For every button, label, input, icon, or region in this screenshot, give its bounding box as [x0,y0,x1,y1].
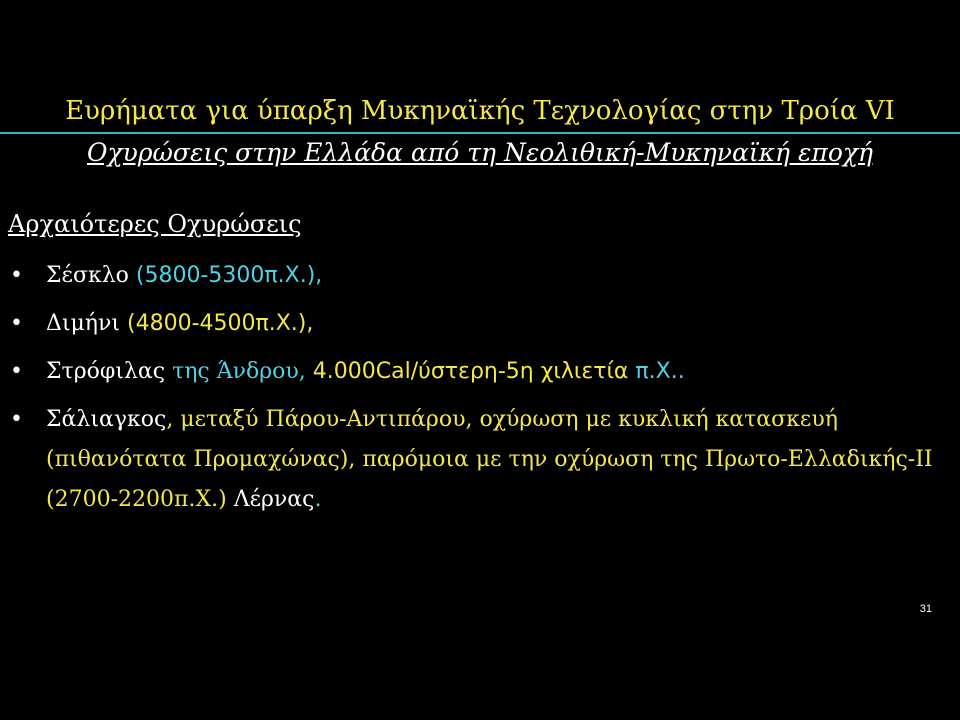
site-description: , μεταξύ Πάρου-Αντιπάρου, οχύρωση με κυκλική κατασκευή (πιθανότατα Προμαχώνας), παρόμοια με την οχύρωση της Πρωτο-Ελλαδικής-ΙΙ (2700-2200π.Χ.) [46,407,933,512]
bullet-item-sesklo [8,256,948,296]
site-name: Σάλιαγκος [46,407,167,432]
site-date-suffix: π.Χ.. [635,359,685,384]
page-number: 31 [919,603,932,615]
bullet-list [8,256,948,528]
site-date: 4.000Cal/ύστερη-5η χιλιετία [312,359,629,384]
bullet-icon: • [10,311,23,336]
site-date: (5800-5300π.Χ.), [135,263,323,288]
bullet-item-strofilas [8,352,948,392]
site-name: Στρόφιλας [46,359,166,384]
site-location: της Άνδρου, [172,359,306,384]
sentence-end: . [314,487,322,512]
bullet-item-saliagkos [8,400,948,520]
bullet-icon: • [10,359,23,384]
site-name: Διμήνι [46,311,120,336]
site-reference: Λέρνας [233,487,315,512]
bullet-item-dimini [8,304,948,344]
site-date: (4800-4500π.Χ.), [127,311,314,336]
bullet-icon: • [10,407,23,432]
title-divider [0,132,960,134]
section-heading: Αρχαιότερες Οχυρώσεις [8,210,302,238]
slide-title: Ευρήματα για ύπαρξη Μυκηναϊκής Τεχνολογίας στην Τροία VI [65,96,895,126]
site-name: Σέσκλο [46,263,129,288]
slide-subtitle: Οχυρώσεις στην Ελλάδα από τη Νεολιθική-Μυκηναϊκή εποχή [87,138,873,167]
bullet-icon: • [10,263,23,288]
